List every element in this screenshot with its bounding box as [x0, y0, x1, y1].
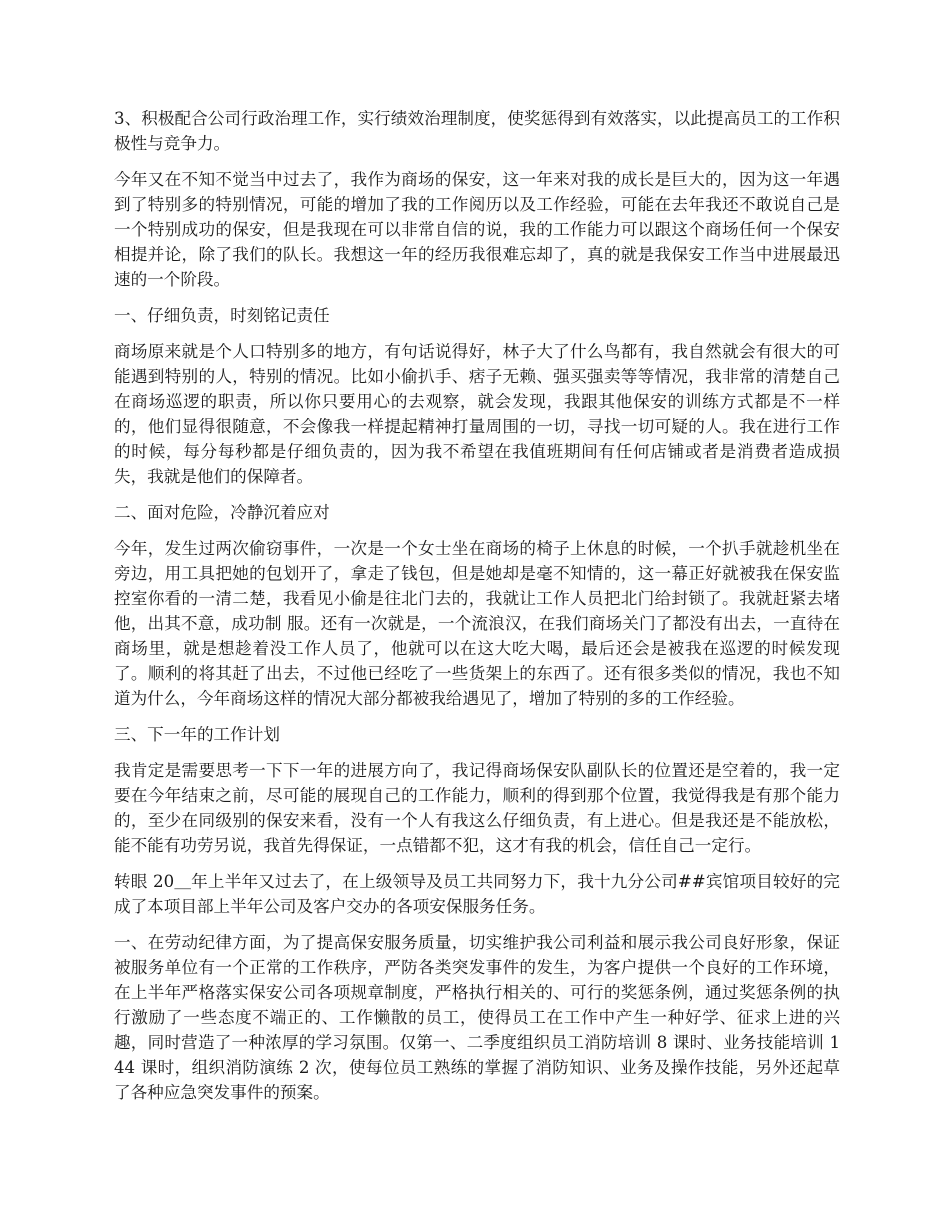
paragraph-next-year-plan: 我肯定是需要思考一下下一年的进展方向了，我记得商场保安队副队长的位置还是空着的，我一定要在今年结束之前，尽可能的展现自己的工作能力，顺利的得到那个位置，我觉得我是有那个能力的，至少在同级别的保安来看，没有一个人有我这么仔细负责，有上进心。但是我还是不能放松，能不能有功劳另说，我首先得保证，一点错都不犯，这才有我的机会，信任自己一定行。: [114, 761, 840, 855]
paragraph-performance-system: 3、积极配合公司行政治理工作，实行绩效治理制度，使奖惩得到有效落实，以此提高员工的工作积极性与竞争力。: [114, 109, 840, 153]
section-heading-danger: 二、面对危险，冷静沉着应对: [114, 503, 330, 522]
paragraph-year-summary: 今年又在不知不觉当中过去了，我作为商场的保安，这一年来对我的成长是巨大的，因为这一年遇到了特别多的特别情况，可能的增加了我的工作阅历以及工作经验，可能在去年我还不敢说自己是一个特别成功的保安，但是我现在可以非常自信的说，我的工作能力可以跟这个商场任何一个保安相提并论，除了我们的队长。我想这一年的经历我很难忘却了，真的就是我保安工作当中进展最迅速的一个阶段。: [114, 170, 840, 289]
paragraph-responsibility: 商场原来就是个人口特别多的地方，有句话说得好，林子大了什么鸟都有，我自然就会有很大的可能遇到特别的人，特别的情况。比如小偷扒手、痞子无赖、强买强卖等等情况，我非常的清楚自己在商场巡逻的职责，所以你只要用心的去观察，就会发现，我跟其他保安的训练方式都是不一样的，他们显得很随意，不会像我一样提起精神打量周围的一切，寻找一切可疑的人。我在进行工作的时候，每分每秒都是仔细负责的，因为我不希望在我值班期间有任何店铺或者是消费者造成损失，我就是他们的保障者。: [114, 342, 840, 486]
paragraph-danger: 今年，发生过两次偷窃事件，一次是一个女士坐在商场的椅子上休息的时候，一个扒手就趁机坐在旁边，用工具把她的包划开了，拿走了钱包，但是她却是毫不知情的，这一幕正好就被我在保安监控室你看的一清二楚，我看见小偷是往北门去的，我就让工作人员把北门给封锁了。我就赶紧去堵他，出其不意，成功制 服。还有一次就是，一个流浪汉，在我们商场关门了都没有出去，一直待在商场里，就是想趁着没工作人员了，他就可以在这大吃大喝，最后还会是被我在巡逻的时候发现了。顺利的将其赶了出去，不过他已经吃了一些货架上的东西了。还有很多类似的情况，我也不知道为什么，今年商场这样的情况大部分都被我给遇见了，增加了特别的多的工作经验。: [114, 539, 840, 708]
document-page: [114, 106, 840, 1116]
section-heading-next-year-plan: 三、下一年的工作计划: [114, 725, 280, 744]
section-heading-responsibility: 一、仔细负责，时刻铭记责任: [114, 306, 330, 325]
paragraph-labor-discipline: 一、在劳动纪律方面，为了提高保安服务质量，切实维护我公司利益和展示我公司良好形象，保证被服务单位有一个正常的工作秩序，严防各类突发事件的发生，为客户提供一个良好的工作环境，在上半年严格落实保安公司各项规章制度，严格执行相关的、可行的奖惩条例，通过奖惩条例的执行激励了一些态度不端正的、工作懒散的员工，使得员工在工作中产生一种好学、征求上进的兴趣，同时营造了一种浓厚的学习氛围。仅第一、二季度组织员工消防培训 8 课时、业务技能培训 144 课时，组织消防演练 2 次，使每位员工熟练的掌握了消防知识、业务及操作技能，另外还起草了各种应急突发事件的预案。: [114, 933, 840, 1102]
paragraph-half-year-intro: 转眼 20＿年上半年又过去了，在上级领导及员工共同努力下，我十九分公司##宾馆项目较好的完成了本项目部上半年公司及客户交办的各项安保服务任务。: [114, 872, 840, 916]
